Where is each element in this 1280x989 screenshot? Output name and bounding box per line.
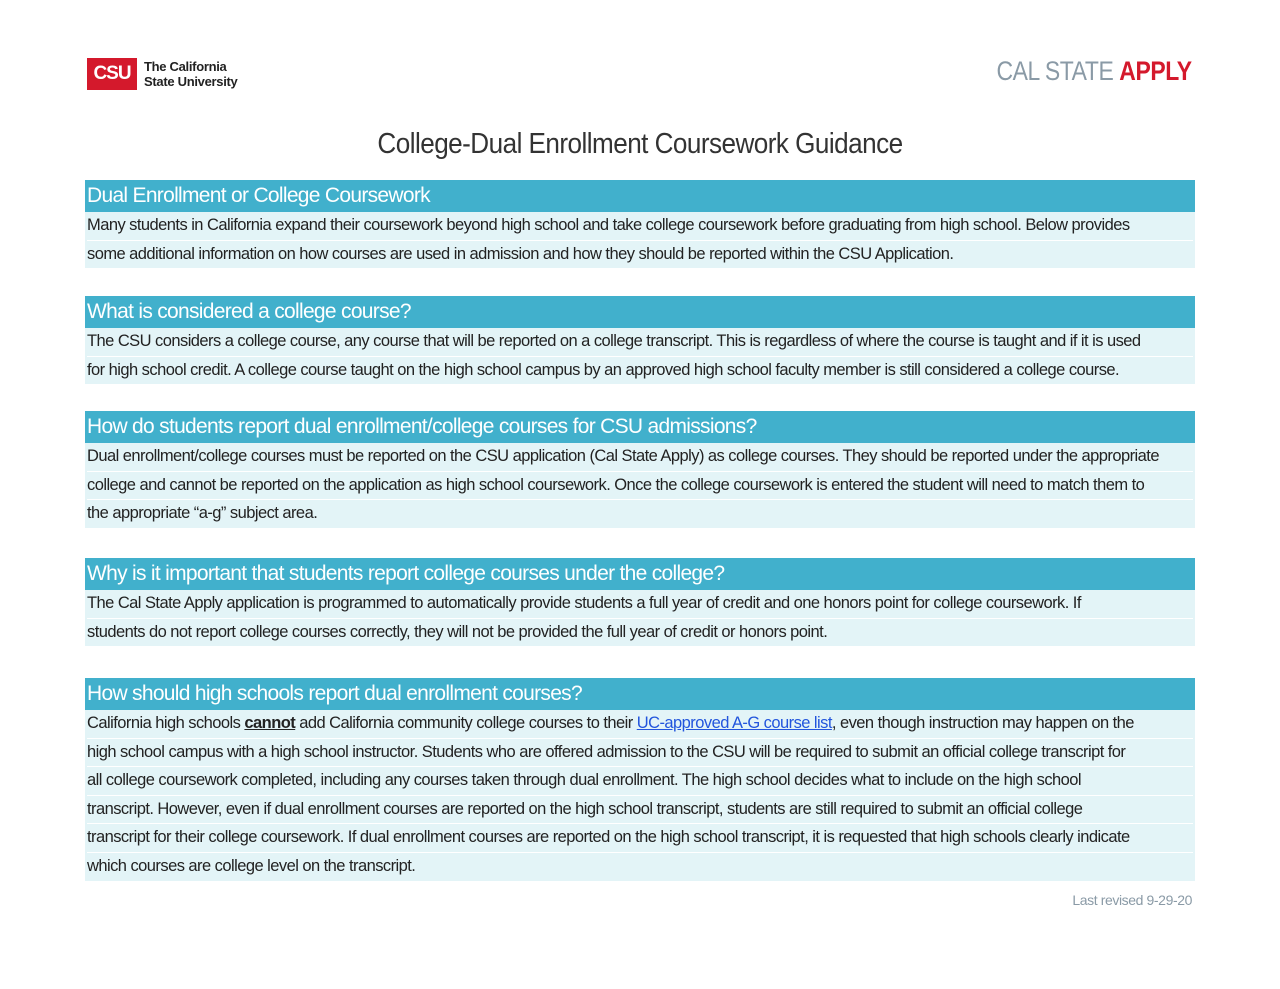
section-heading: How do students report dual enrollment/college courses for CSU admissions? — [85, 411, 1195, 443]
csu-logo — [87, 58, 237, 90]
line-text: California high schools — [87, 714, 245, 732]
body-line: all college coursework completed, including any courses taken through dual enrollment. The high school decides what to include on the high school — [87, 767, 1193, 796]
section-why-important — [85, 558, 1195, 646]
body-line: the appropriate “a-g” subject area. — [87, 504, 318, 523]
body-line — [87, 710, 1193, 739]
body-line: some additional information on how courses are used in admission and how they should be reported within the CSU Application. — [87, 244, 954, 263]
last-revised-note: Last revised 9-29-20 — [1072, 892, 1192, 908]
body-line: for high school credit. A college course taught on the high school campus by an approved high school faculty member is still considered a college course. — [87, 360, 1120, 379]
section-dual-enrollment — [85, 180, 1195, 268]
line-text: , even though instruction may happen on the — [831, 714, 1134, 732]
section-how-students-report — [85, 411, 1195, 528]
body-line: Many students in California expand their coursework beyond high school and take college coursework before graduating from high school. Below provides — [87, 212, 1193, 241]
body-line: The Cal State Apply application is programmed to automatically provide students a full year of credit and one honors point for college coursework. If — [87, 590, 1193, 619]
body-line: The CSU considers a college course, any course that will be reported on a college transcript. This is regardless of where the course is taught and if it is used — [87, 328, 1193, 357]
section-heading: Why is it important that students report college courses under the college? — [85, 558, 1195, 590]
section-body — [85, 212, 1195, 268]
section-body — [85, 328, 1195, 384]
page-title: College-Dual Enrollment Coursework Guidance — [377, 128, 903, 160]
csu-logo-line2: State University — [144, 74, 238, 89]
section-high-schools-report — [85, 678, 1195, 881]
body-line: high school campus with a high school instructor. Students who are offered admission to the CSU will be required to submit an official college transcript for — [87, 739, 1193, 768]
section-body — [85, 590, 1195, 646]
body-line: students do not report college courses correctly, they will not be provided the full year of credit or honors point. — [87, 622, 828, 641]
cannot-emphasis: cannot — [244, 714, 296, 732]
section-heading: How should high schools report dual enrollment courses? — [85, 678, 1195, 710]
line-text: add California community college courses to their — [295, 714, 637, 732]
body-line: college and cannot be reported on the application as high school coursework. Once the college coursework is entered the student will need to match them to — [87, 472, 1193, 501]
section-heading: Dual Enrollment or College Coursework — [85, 180, 1195, 212]
csu-logo-line1: The California — [144, 59, 227, 74]
section-body — [85, 443, 1195, 528]
cal-state-apply-logo — [997, 56, 1192, 87]
body-line: Dual enrollment/college courses must be reported on the CSU application (Cal State Apply) as college courses. They should be reported under the appropriate — [87, 443, 1193, 472]
body-line: transcript for their college coursework. If dual enrollment courses are reported on the high school transcript, it is requested that high schools clearly indicate — [87, 824, 1193, 853]
uc-approved-course-list-link[interactable]: UC-approved A-G course list — [636, 714, 832, 732]
section-body — [85, 710, 1195, 881]
section-heading: What is considered a college course? — [85, 296, 1195, 328]
body-line: which courses are college level on the transcript. — [87, 856, 416, 875]
csu-logo-mark: CSU — [87, 58, 137, 90]
brand-cal-state: CAL STATE — [996, 56, 1114, 86]
section-college-course-definition — [85, 296, 1195, 384]
brand-apply: APPLY — [1119, 56, 1192, 86]
csu-logo-text — [144, 59, 237, 89]
body-line: transcript. However, even if dual enrollment courses are reported on the high school transcript, students are still required to submit an official college — [87, 796, 1193, 825]
